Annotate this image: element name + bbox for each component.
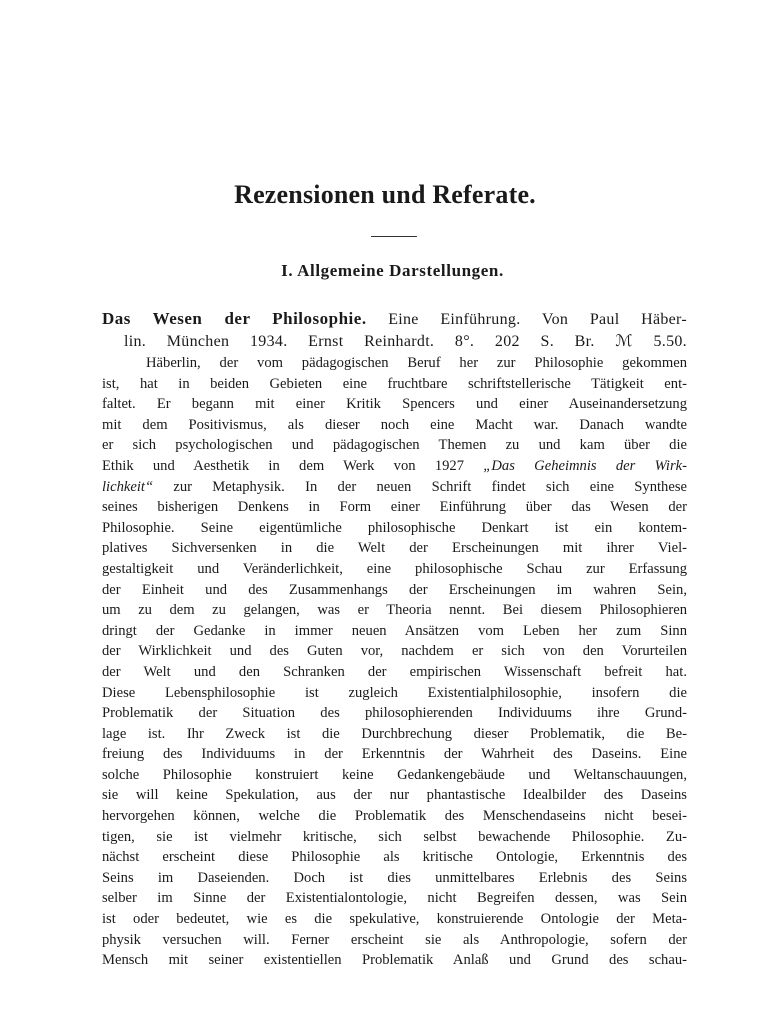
text-line: er sich psychologischen und pädagogischen Themen zu und kam über die: [102, 437, 687, 454]
text-line: um zu dem zu gelangen, was er Theoria nennt. Bei diesem Philosophieren: [102, 602, 687, 619]
review-heading: [102, 308, 687, 353]
text-line: der Einheit und des Zusammenhangs der Erscheinungen im wahren Sein,: [102, 581, 687, 598]
book-title: Das Wesen der Philosophie.: [102, 309, 367, 328]
text-line: der Welt und den Schranken der empirischen Wissenschaft befreit hat.: [102, 663, 687, 680]
text-line: Häberlin, der vom pädagogischen Beruf her zur Philosophie gekommen: [146, 355, 687, 371]
review-heading-line: [102, 308, 687, 331]
text-line: Philosophie. Seine eigentümliche philosophische Denkart ist ein kontem-: [102, 519, 687, 536]
text-line: Problematik der Situation des philosophierenden Individuums ihre Grund-: [102, 705, 687, 722]
review-heading-line: lin. München 1934. Ernst Reinhardt. 8°. 202 S. Br. ℳ 5.50.: [124, 333, 687, 350]
text-line: gestaltigkeit und Veränderlichkeit, eine philosophische Schau zur Erfassung: [102, 560, 687, 577]
title-divider: [371, 236, 417, 237]
text-line: physik versuchen will. Ferner erscheint sie als Anthropologie, sofern der: [102, 931, 687, 948]
text-line: seines bisherigen Denkens in Form einer Einführung über das Wesen der: [102, 499, 687, 516]
text-line: Mensch mit seiner existentiellen Problematik Anlaß und Grund des schau-: [102, 952, 687, 969]
text-line: tigen, sie ist vielmehr kritische, sich selbst bewachende Philosophie. Zu-: [102, 828, 687, 845]
text-line: ist oder bedeutet, wie es die spekulative, konstruierende Ontologie der Meta-: [102, 911, 687, 928]
text-line: hervorgehen können, welche die Problematik des Menschendaseins nicht besei-: [102, 808, 687, 825]
text-segment: zur Metaphysik. In der neuen Schrift findet sich eine Synthese: [173, 478, 687, 495]
page-title: Rezensionen und Referate.: [234, 180, 536, 209]
text-line: lage ist. Ihr Zweck ist die Durchbrechung dieser Problematik, die Be-: [102, 725, 687, 742]
text-line: freiung des Individuums in der Erkenntnis der Wahrheit des Daseins. Eine: [102, 746, 687, 763]
text-line: dringt der Gedanke in immer neuen Ansätzen vom Leben her zum Sinn: [102, 622, 687, 639]
text-line: platives Sichversenken in die Welt der Erscheinungen mit ihrer Viel-: [102, 540, 687, 557]
text-line: [102, 456, 687, 477]
text-line: Diese Lebensphilosophie ist zugleich Existentialphilosophie, insofern die: [102, 684, 687, 701]
work-title-italic: lichkeit“: [102, 478, 154, 495]
text-line: faltet. Er begann mit einer Kritik Spencers und einer Auseinandersetzung: [102, 396, 687, 413]
work-title-italic: „Das Geheimnis der Wirk-: [483, 457, 687, 474]
section-heading: I. Allgemeine Darstellungen.: [281, 261, 504, 280]
text-line: der Wirklichkeit und des Guten vor, nachdem er sich von den Vorurteilen: [102, 643, 687, 660]
text-line: ist, hat in beiden Gebieten eine fruchtbare schriftstellerische Tätigkeit ent-: [102, 375, 687, 392]
text-line: Seins im Daseienden. Doch ist dies unmittelbares Erlebnis des Seins: [102, 869, 687, 886]
text-line: mit dem Positivismus, als dieser noch eine Macht war. Danach wandte: [102, 416, 687, 433]
text-line: sie will keine Spekulation, aus der nur phantastische Idealbilder des Daseins: [102, 787, 687, 804]
text-line: selber im Sinne der Existentialontologie, nicht Begreifen dessen, was Sein: [102, 890, 687, 907]
text-line: nächst erscheint diese Philosophie als kritische Ontologie, Erkenntnis des: [102, 849, 687, 866]
review-entry: [102, 308, 687, 971]
bibliographic-info: Eine Einführung. Von Paul Häber-: [366, 311, 687, 328]
text-segment: Ethik und Aesthetik in dem Werk von 1927: [102, 457, 484, 474]
text-line: [102, 477, 687, 498]
text-line: solche Philosophie konstruiert keine Gedankengebäude und Weltanschauungen,: [102, 766, 687, 783]
review-body: [102, 353, 687, 971]
